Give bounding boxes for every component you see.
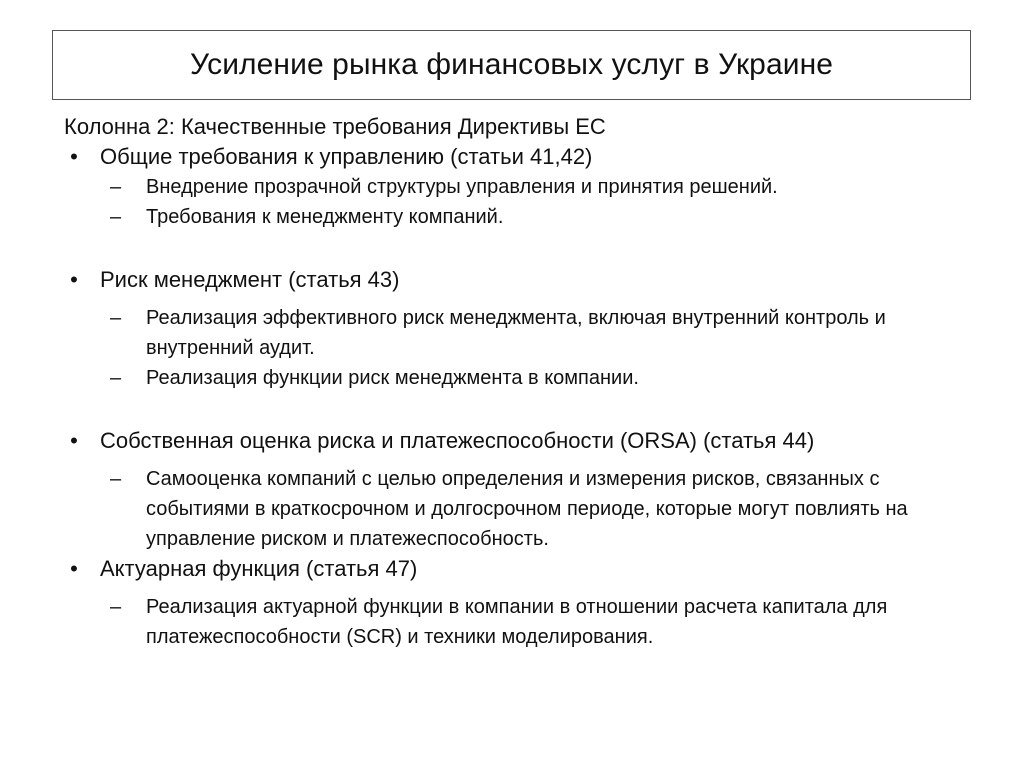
dash-marker: –: [110, 176, 122, 198]
sub-item-text: Требования к менеджменту компаний.: [146, 206, 504, 228]
sub-item-text: Самооценка компаний с целью определения и измерения рисков, связанных с событиями в краткосрочном и долгосрочном периоде, которые могут повлиять на управление риском и платежеспособность.: [146, 468, 908, 550]
bullet-dot: •: [70, 428, 78, 453]
section-heading: Колонна 2: Качественные требования Директивы ЕС: [64, 114, 606, 139]
bullet-dot: •: [70, 556, 78, 581]
sub-item: [64, 172, 984, 202]
dash-marker: –: [110, 367, 122, 389]
spacer: [64, 295, 984, 303]
bullet-label: Актуарная функция (статья 47): [100, 556, 418, 581]
spacer: [64, 584, 984, 592]
slide-content: [64, 112, 984, 652]
spacer: [64, 232, 984, 265]
sub-item-text: Реализация актуарной функции в компании в отношении расчета капитала для платежеспособности (SCR) и техники моделирования.: [146, 596, 888, 648]
sub-item: [64, 464, 984, 554]
dash-marker: –: [110, 468, 122, 490]
spacer: [64, 393, 984, 426]
sub-item: [64, 303, 984, 363]
dash-marker: –: [110, 596, 122, 618]
bullet-actuarial: [64, 554, 984, 584]
title-box: [52, 30, 971, 100]
bullet-dot: •: [70, 144, 78, 169]
spacer: [64, 456, 984, 464]
sub-item: [64, 592, 984, 652]
sub-item-text: Внедрение прозрачной структуры управления и принятия решений.: [146, 176, 778, 198]
bullet-label: Собственная оценка риска и платежеспособности (ORSA) (статья 44): [100, 428, 815, 453]
bullet-label: Общие требования к управлению (статьи 41,42): [100, 144, 593, 169]
dash-marker: –: [110, 307, 122, 329]
slide-title: Усиление рынка финансовых услуг в Украине: [189, 48, 834, 81]
dash-marker: –: [110, 206, 122, 228]
sub-item-text: Реализация эффективного риск менеджмента, включая внутренний контроль и внутренний аудит.: [146, 307, 886, 359]
sub-item: [64, 202, 984, 232]
bullet-governance: [64, 142, 984, 172]
sub-item: [64, 363, 984, 393]
sub-item-text: Реализация функции риск менеджмента в компании.: [146, 367, 639, 389]
bullet-label: Риск менеджмент (статья 43): [100, 267, 400, 292]
bullet-orsa: [64, 426, 984, 456]
bullet-risk-management: [64, 265, 984, 295]
bullet-dot: •: [70, 267, 78, 292]
